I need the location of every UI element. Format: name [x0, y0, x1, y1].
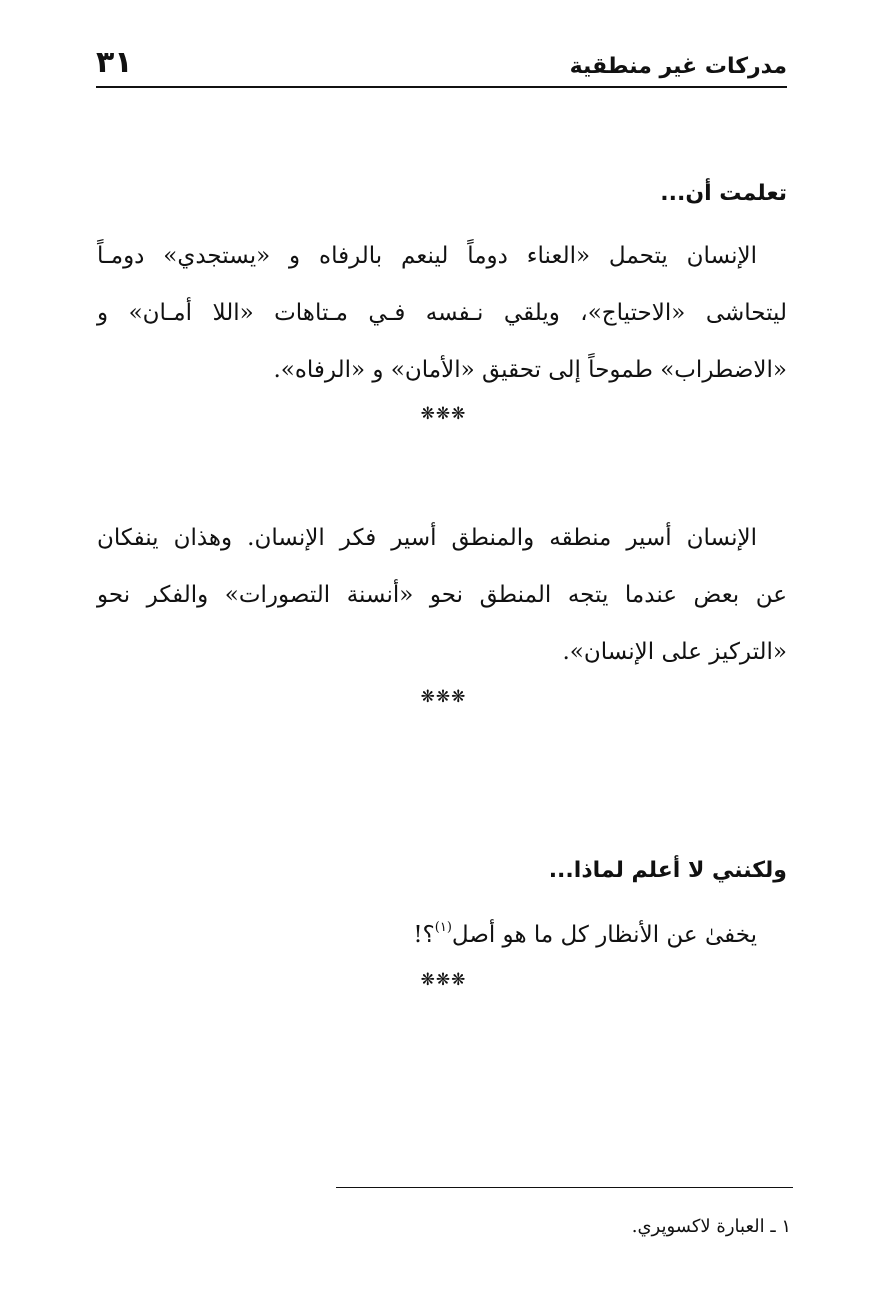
paragraph-2	[97, 510, 787, 681]
section-separator-1: ❋❋❋	[420, 404, 467, 424]
paragraph-1-line-1: الإنسان يتحمل «العناء دوماً لينعم بالرفاه و «يستجدي» دومـاً	[97, 243, 757, 269]
page-number: ٣١	[96, 45, 133, 80]
header-rule	[96, 86, 787, 88]
section-heading-learned: تعلمت أن...	[660, 181, 787, 206]
section-separator-3: ❋❋❋	[420, 970, 467, 990]
footnote: ١ ـ العبارة لاكسوپري.	[631, 1216, 791, 1237]
footnote-rule	[336, 1187, 793, 1188]
paragraph-1-line-2: ليتحاشى «الاحتياج»، ويلقي نـفسه فـي مـتاهات «اللا أمـان» و	[97, 300, 787, 326]
section-separator-2: ❋❋❋	[420, 687, 467, 707]
closing-line-text: يخفىٰ عن الأنظار كل ما هو أصل	[451, 922, 757, 948]
running-header-title: مدركات غير منطقية	[569, 54, 787, 79]
closing-line-punctuation: ؟!	[413, 922, 435, 948]
paragraph-2-line-1: الإنسان أسير منطقه والمنطق أسير فكر الإنسان. وهذان ينفكان	[97, 525, 757, 551]
section-heading-dont-know: ولكنني لا أعلم لماذا...	[548, 858, 787, 883]
paragraph-2-line-2: عن بعض عندما يتجه المنطق نحو «أنسنة التصورات» والفكر نحو	[97, 582, 787, 608]
footnote-reference[interactable]: (١)	[434, 920, 452, 935]
paragraph-2-line-3: «التركيز على الإنسان».	[562, 639, 787, 665]
closing-line	[413, 906, 757, 957]
paragraph-1-line-3: «الاضطراب» طموحاً إلى تحقيق «الأمان» و «الرفاه».	[273, 357, 787, 383]
paragraph-1	[97, 228, 787, 399]
